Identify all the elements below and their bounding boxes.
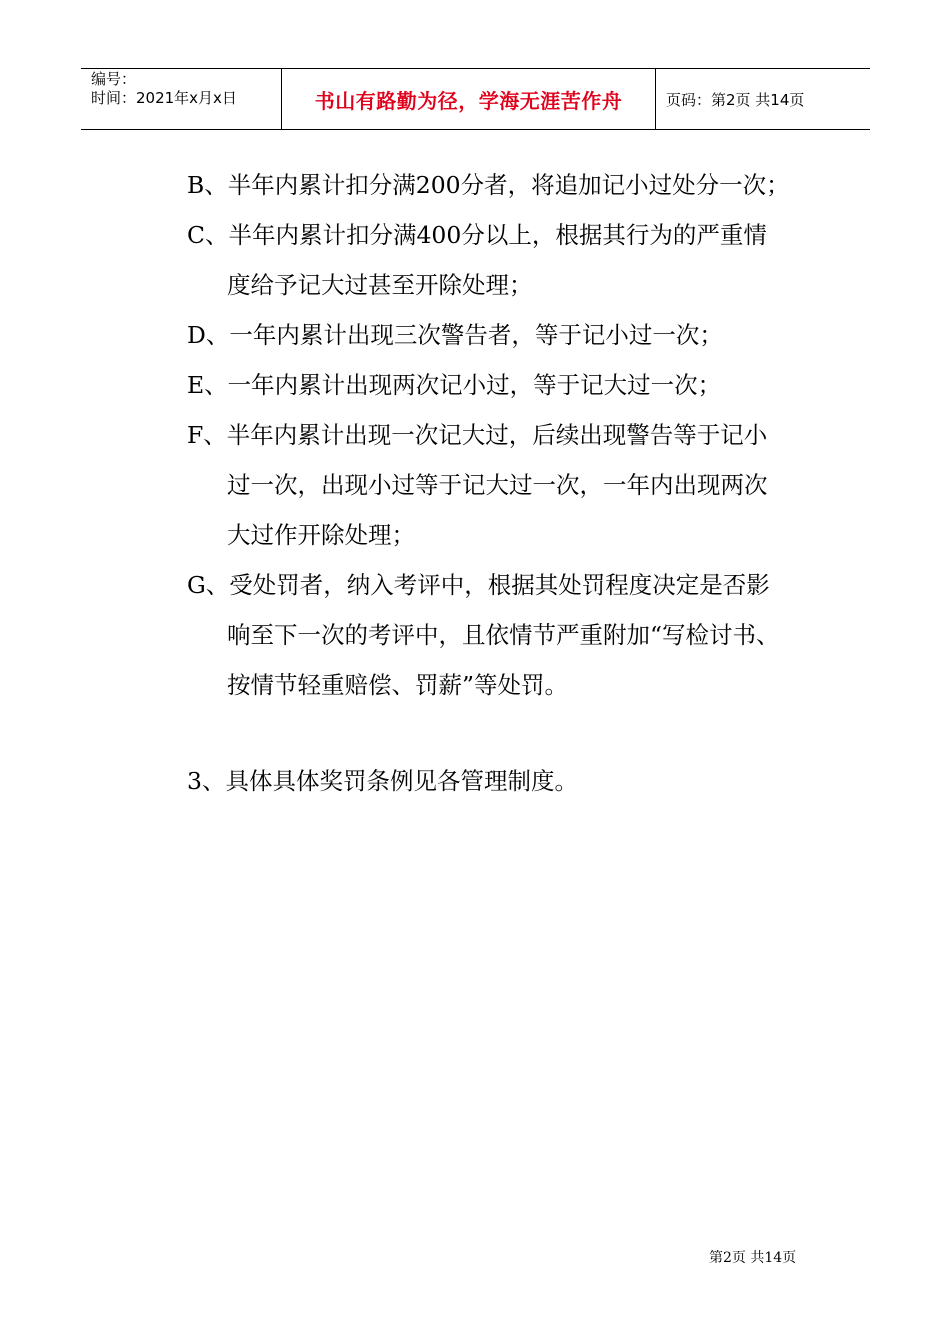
rule-g-cont-1: 响至下一次的考评中，且依情节严重附加“写检讨书、	[227, 621, 780, 649]
page-info: 页码：第2页 共14页	[666, 90, 805, 109]
rule-b: B、半年内累计扣分满200分者，将追加记小过处分一次；	[187, 171, 790, 199]
document-body	[187, 160, 837, 806]
motto-text: 书山有路勤为径，学海无涯苦作舟	[314, 88, 623, 113]
rule-c: C、半年内累计扣分满400分以上，根据其行为的严重情	[187, 221, 767, 249]
number-label: 编号：	[91, 70, 137, 88]
rule-d: D、一年内累计出现三次警告者，等于记小过一次；	[187, 321, 723, 349]
header-meta-cell	[81, 69, 282, 129]
page-header	[81, 68, 870, 130]
rule-g-cont-2: 按情节轻重赔偿、罚薪”等处罚。	[227, 671, 569, 699]
header-page-cell	[656, 69, 870, 129]
rule-g: G、受处罚者，纳入考评中，根据其处罚程度决定是否影	[187, 571, 770, 599]
rule-f-cont-1: 过一次，出现小过等于记大过一次，一年内出现两次	[227, 471, 768, 499]
page-footer: 第2页 共14页	[709, 1250, 797, 1266]
paragraph-gap	[187, 710, 837, 756]
item-3: 3、具体具体奖罚条例见各管理制度。	[187, 767, 578, 795]
rule-e: E、一年内累计出现两次记小过，等于记大过一次；	[187, 371, 722, 399]
time-label: 时间：2021年x月x日	[91, 89, 237, 107]
rule-f: F、半年内累计出现一次记大过，后续出现警告等于记小	[187, 421, 768, 449]
header-motto-cell	[282, 69, 656, 129]
rule-f-cont-2: 大过作开除处理；	[227, 521, 415, 549]
rule-c-cont: 度给予记大过甚至开除处理；	[227, 271, 533, 299]
